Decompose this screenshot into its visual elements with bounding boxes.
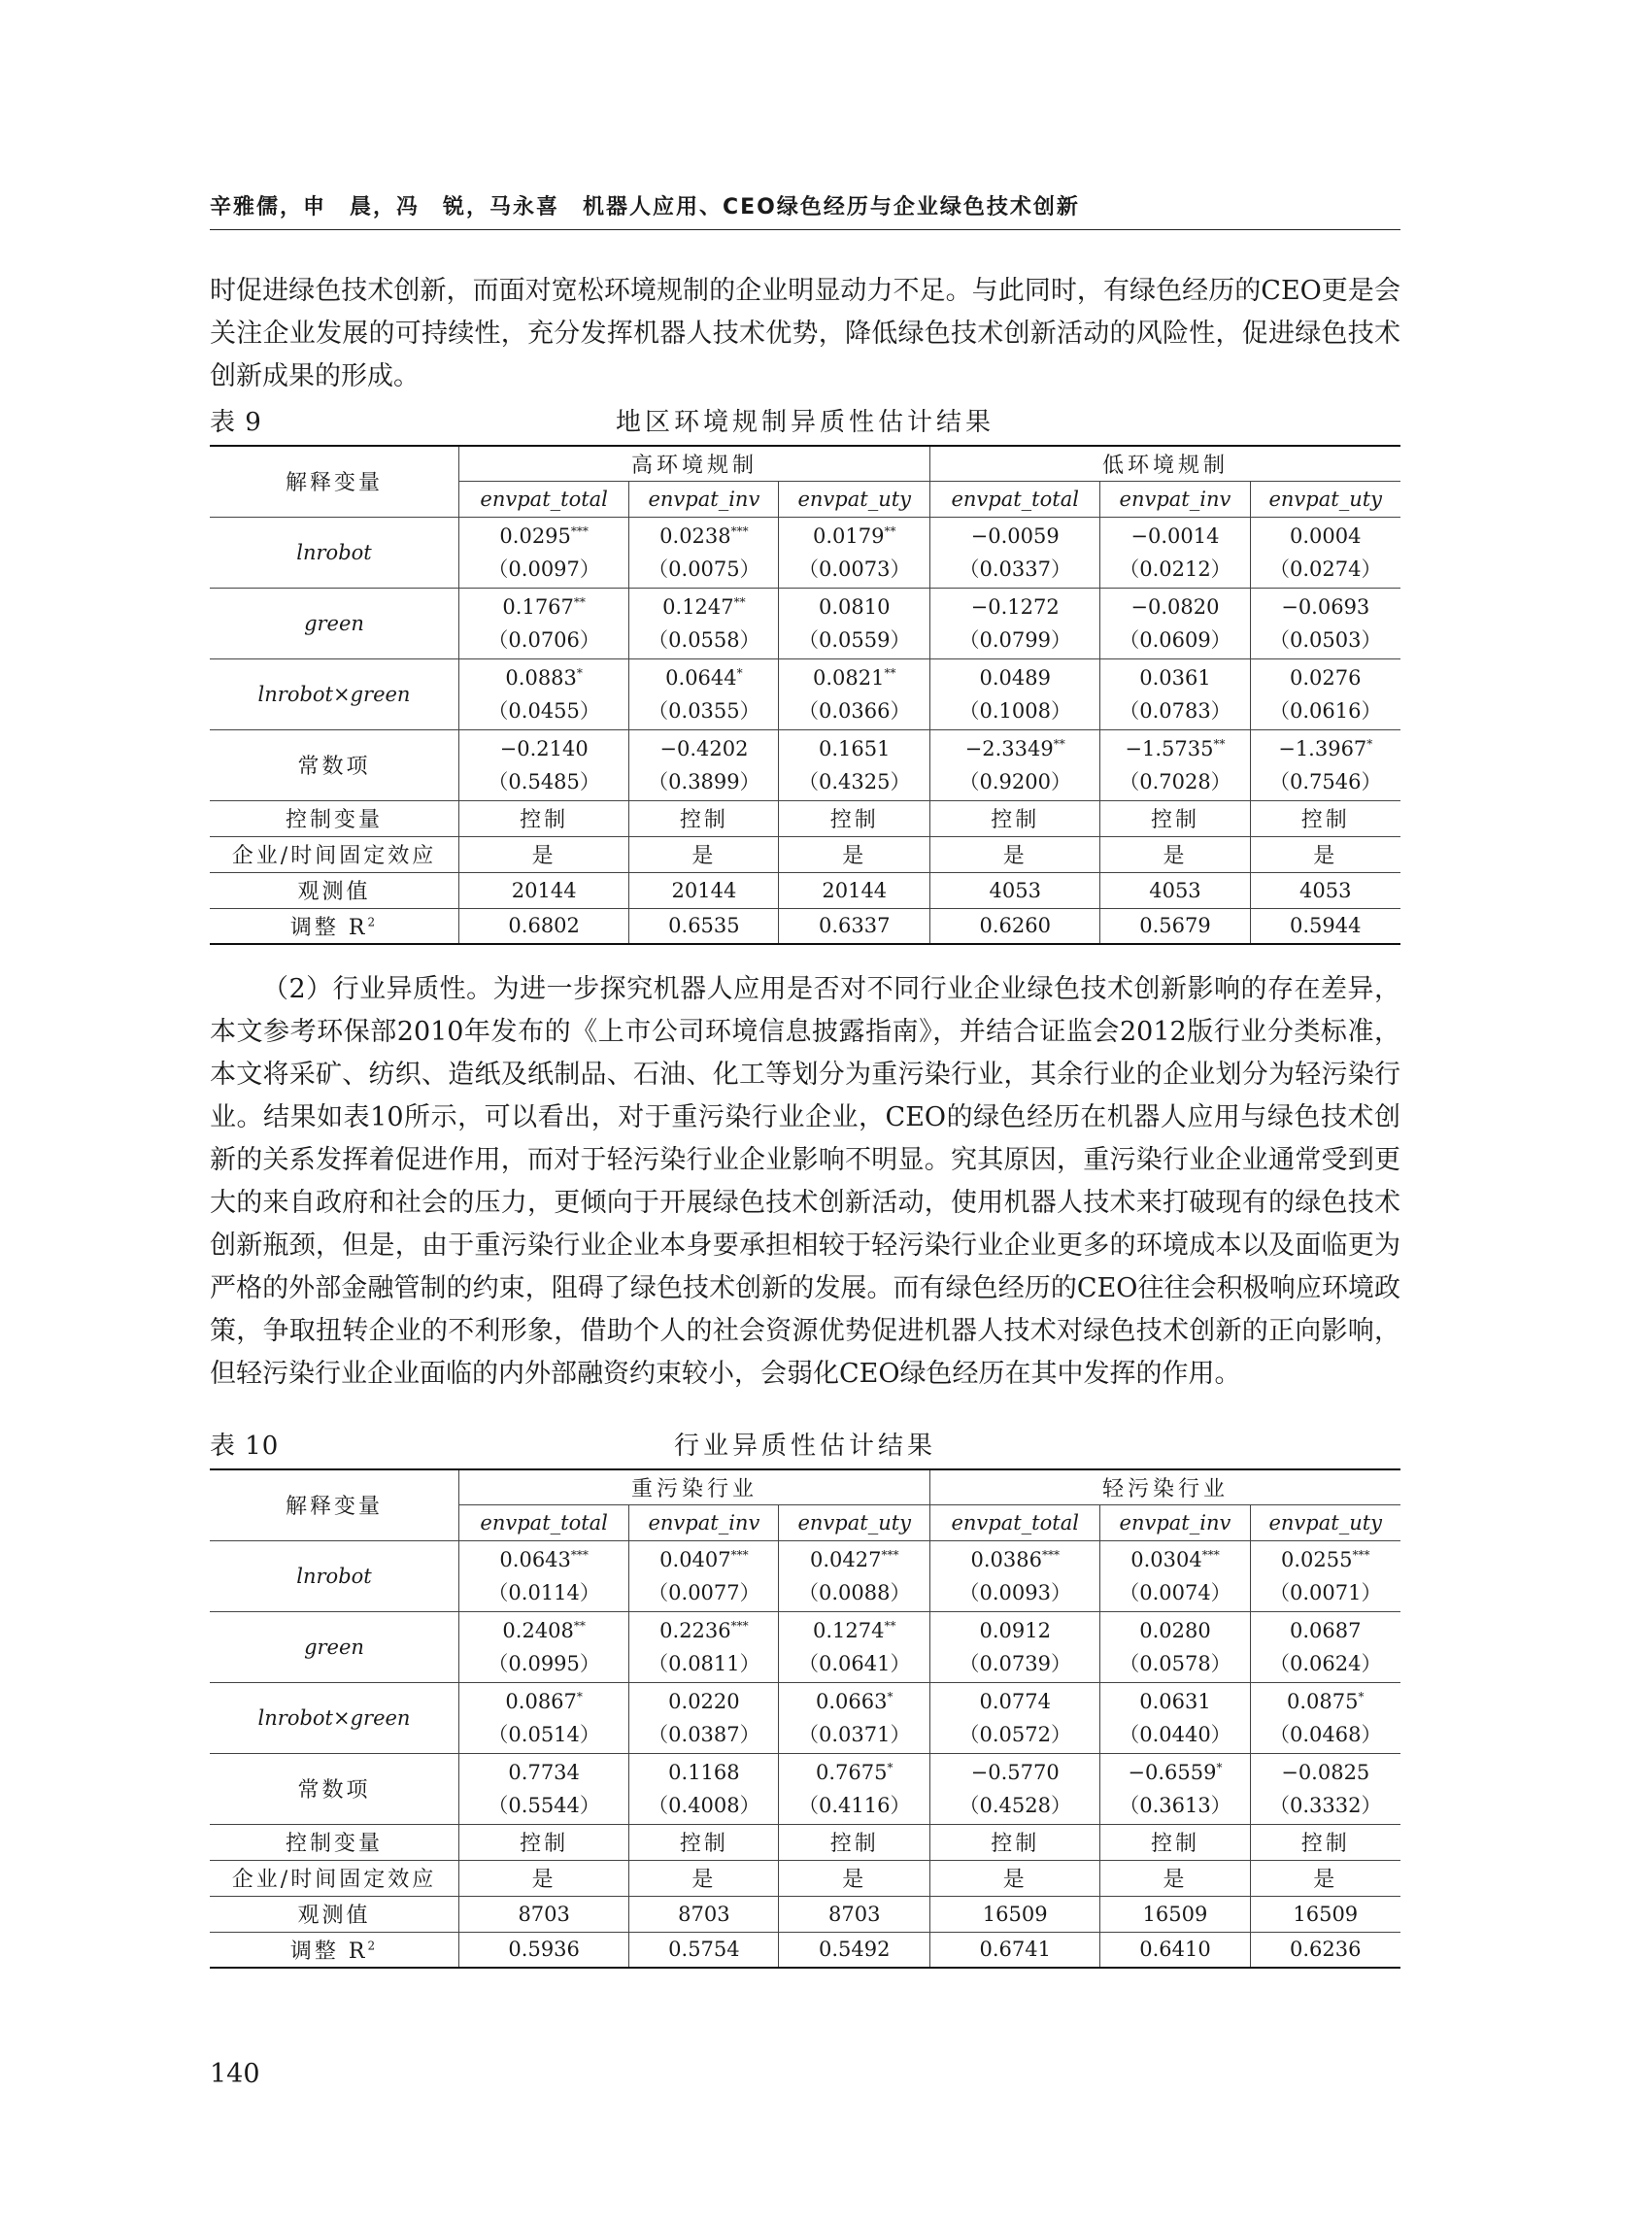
standard-error: （0.3332） bbox=[1269, 1793, 1382, 1817]
coefficient: 0.0386 bbox=[970, 1547, 1042, 1571]
standard-error: （0.0783） bbox=[1119, 698, 1231, 723]
coefficient: 0.0276 bbox=[1290, 665, 1362, 690]
estimate-cell bbox=[1100, 729, 1250, 800]
significance-stars: *** bbox=[570, 1547, 589, 1562]
column-header: envpat_inv bbox=[629, 481, 779, 517]
standard-error: （0.0371） bbox=[798, 1722, 911, 1746]
standard-error: （0.0212） bbox=[1119, 556, 1231, 581]
significance-stars: *** bbox=[881, 1547, 899, 1562]
header-rule bbox=[210, 229, 1400, 230]
estimate-cell bbox=[629, 1682, 779, 1753]
table-cell: 0.6741 bbox=[930, 1932, 1100, 1968]
coefficient: −0.0820 bbox=[1130, 594, 1220, 619]
table-cell: 控制 bbox=[1100, 800, 1250, 836]
column-header: envpat_uty bbox=[779, 1504, 930, 1540]
coefficient: −0.5770 bbox=[970, 1760, 1060, 1784]
estimate-cell bbox=[629, 1611, 779, 1682]
table-cell: 是 bbox=[779, 836, 930, 872]
table-cell: 0.6802 bbox=[459, 908, 629, 944]
table9-title: 地区环境规制异质性估计结果 bbox=[615, 408, 995, 437]
standard-error: （0.0578） bbox=[1119, 1651, 1231, 1675]
estimate-cell bbox=[1250, 1753, 1400, 1824]
estimate-cell bbox=[930, 1753, 1100, 1824]
estimate-cell bbox=[930, 729, 1100, 800]
coefficient: 0.0643 bbox=[499, 1547, 571, 1571]
coefficient: 0.0912 bbox=[979, 1618, 1051, 1642]
standard-error: （0.0088） bbox=[798, 1580, 911, 1604]
row-label: 企业/时间固定效应 bbox=[210, 836, 459, 872]
coefficient: 0.0687 bbox=[1290, 1618, 1362, 1642]
table-cell: 是 bbox=[1100, 1860, 1250, 1896]
standard-error: （0.0355） bbox=[648, 698, 760, 723]
coefficient: 0.0304 bbox=[1130, 1547, 1202, 1571]
coefficient: −0.0059 bbox=[970, 523, 1060, 548]
significance-stars: ** bbox=[884, 1618, 896, 1633]
standard-error: （0.3613） bbox=[1119, 1793, 1231, 1817]
standard-error: （0.0093） bbox=[959, 1580, 1071, 1604]
coefficient: −0.4202 bbox=[659, 736, 749, 760]
estimate-cell bbox=[930, 1611, 1100, 1682]
standard-error: （0.4528） bbox=[959, 1793, 1071, 1817]
table9-number: 表 9 bbox=[210, 408, 262, 437]
standard-error: （0.4008） bbox=[648, 1793, 760, 1817]
r2-label-text: 调整 R bbox=[289, 1939, 368, 1964]
coefficient: 0.1247 bbox=[662, 594, 734, 619]
table-cell: 是 bbox=[1250, 836, 1400, 872]
estimate-cell bbox=[459, 729, 629, 800]
table9 bbox=[210, 445, 1400, 945]
standard-error: （0.9200） bbox=[959, 769, 1071, 793]
table-cell: 是 bbox=[629, 836, 779, 872]
stub-header: 解释变量 bbox=[210, 446, 459, 517]
estimate-cell bbox=[779, 1540, 930, 1611]
table10-caption bbox=[210, 1426, 1400, 1461]
stub-header: 解释变量 bbox=[210, 1469, 459, 1540]
row-label: lnrobot bbox=[210, 1540, 459, 1611]
row-label: 观测值 bbox=[210, 872, 459, 908]
standard-error: （0.0071） bbox=[1269, 1580, 1382, 1604]
column-group-header: 低环境规制 bbox=[930, 446, 1400, 481]
column-header: envpat_total bbox=[930, 481, 1100, 517]
table-cell: 是 bbox=[459, 836, 629, 872]
standard-error: （0.0739） bbox=[959, 1651, 1071, 1675]
table-cell: 控制 bbox=[930, 800, 1100, 836]
estimate-cell bbox=[779, 1611, 930, 1682]
standard-error: （0.0337） bbox=[959, 556, 1071, 581]
coefficient: −0.0014 bbox=[1130, 523, 1220, 548]
coefficient: 0.0883 bbox=[505, 665, 577, 690]
page-number: 140 bbox=[210, 2059, 260, 2089]
table-cell: 是 bbox=[930, 1860, 1100, 1896]
column-header: envpat_total bbox=[459, 481, 629, 517]
significance-stars: ** bbox=[573, 1618, 586, 1633]
significance-stars: *** bbox=[1041, 1547, 1060, 1562]
coefficient: 0.0427 bbox=[810, 1547, 882, 1571]
standard-error: （0.0077） bbox=[648, 1580, 760, 1604]
significance-stars: * bbox=[1366, 736, 1373, 751]
table-cell: 16509 bbox=[1250, 1896, 1400, 1932]
table-cell: 控制 bbox=[629, 800, 779, 836]
table-cell: 0.5492 bbox=[779, 1932, 930, 1968]
standard-error: （0.0114） bbox=[488, 1580, 600, 1604]
estimate-cell bbox=[1250, 1611, 1400, 1682]
row-label: lnrobot×green bbox=[210, 1682, 459, 1753]
coefficient: 0.0875 bbox=[1287, 1689, 1359, 1713]
table-cell: 8703 bbox=[459, 1896, 629, 1932]
coefficient: 0.1274 bbox=[813, 1618, 885, 1642]
row-label: 观测值 bbox=[210, 1896, 459, 1932]
significance-stars: ** bbox=[884, 523, 896, 538]
standard-error: （0.0572） bbox=[959, 1722, 1071, 1746]
significance-stars: *** bbox=[570, 523, 589, 538]
coefficient: 0.7734 bbox=[508, 1760, 580, 1784]
standard-error: （0.0624） bbox=[1269, 1651, 1382, 1675]
table-cell: 16509 bbox=[1100, 1896, 1250, 1932]
estimate-cell bbox=[1100, 1682, 1250, 1753]
significance-stars: ** bbox=[733, 594, 746, 609]
row-label bbox=[210, 1932, 459, 1968]
significance-stars: * bbox=[576, 665, 583, 680]
table-cell: 20144 bbox=[629, 872, 779, 908]
estimate-cell bbox=[629, 1753, 779, 1824]
standard-error: （0.0366） bbox=[798, 698, 911, 723]
table-cell: 控制 bbox=[1250, 800, 1400, 836]
estimate-cell bbox=[779, 1682, 930, 1753]
coefficient: −0.6559 bbox=[1128, 1760, 1217, 1784]
standard-error: （0.5544） bbox=[488, 1793, 600, 1817]
row-label: lnrobot×green bbox=[210, 658, 459, 729]
superscript: 2 bbox=[367, 1939, 379, 1953]
significance-stars: *** bbox=[1352, 1547, 1370, 1562]
estimate-cell bbox=[629, 658, 779, 729]
coefficient: 0.0774 bbox=[979, 1689, 1051, 1713]
coefficient: 0.2236 bbox=[659, 1618, 731, 1642]
table-cell: 是 bbox=[459, 1860, 629, 1896]
r2-label-text: 调整 R bbox=[289, 915, 368, 940]
coefficient: −0.2140 bbox=[499, 736, 589, 760]
standard-error: （0.3899） bbox=[648, 769, 760, 793]
coefficient: 0.7675 bbox=[816, 1760, 888, 1784]
coefficient: −0.0693 bbox=[1281, 594, 1370, 619]
significance-stars: ** bbox=[573, 594, 586, 609]
table-cell: 4053 bbox=[1250, 872, 1400, 908]
significance-stars: ** bbox=[884, 665, 896, 680]
table-cell: 16509 bbox=[930, 1896, 1100, 1932]
estimate-cell bbox=[1100, 1753, 1250, 1824]
standard-error: （0.0811） bbox=[648, 1651, 760, 1675]
table-cell: 0.6337 bbox=[779, 908, 930, 944]
paragraph-text: （2）行业异质性。为进一步探究机器人应用是否对不同行业企业绿色技术创新影响的存在差异，本文参考环保部2010年发布的《上市公司环境信息披露指南》，并结合证监会2012版行业分类标准，本文将采矿、纺织、造纸及纸制品、石油、化工等划分为重污染行业，其余行业的企业划分为轻污染行业。结果如表10所示，可以看出，对于重污染行业企业，CEO的绿色经历在机器人应用与绿色技术创新的关系发挥着促进作用，而对于轻污染行业企业影响不明显。究其原因，重污染行业企业通常受到更大的来自政府和社会的压力，更倾向于开展绿色技术创新活动，使用机器人技术来打破现有的绿色技术创新瓶颈，但是，由于重污染行业企业本身要承担相较于轻污染行业企业更多的环境成本以及面临更为严格的外部金融管制的约束，阻碍了绿色技术创新的发展。而有绿色经历的CEO往往会积极响应环境政策，争取扭转企业的不利形象，借助个人的社会资源优势促进机器人技术对绿色技术创新的正向影响，但轻污染行业企业面临的内外部融资约束较小，会弱化CEO绿色经历在其中发挥的作用。 bbox=[210, 974, 1400, 1389]
standard-error: （0.0706） bbox=[488, 627, 600, 652]
standard-error: （0.4116） bbox=[798, 1793, 911, 1817]
coefficient: 0.0821 bbox=[813, 665, 885, 690]
table-cell: 20144 bbox=[459, 872, 629, 908]
coefficient: 0.0867 bbox=[505, 1689, 577, 1713]
coefficient: −1.5735 bbox=[1125, 736, 1214, 760]
estimate-cell bbox=[459, 658, 629, 729]
coefficient: 0.0238 bbox=[659, 523, 731, 548]
column-group-header: 轻污染行业 bbox=[930, 1469, 1400, 1504]
estimate-cell bbox=[459, 1540, 629, 1611]
coefficient: 0.0220 bbox=[668, 1689, 740, 1713]
coefficient: −0.1272 bbox=[970, 594, 1060, 619]
column-header: envpat_total bbox=[930, 1504, 1100, 1540]
row-label: 企业/时间固定效应 bbox=[210, 1860, 459, 1896]
estimate-cell bbox=[1250, 1682, 1400, 1753]
table-cell: 控制 bbox=[459, 1824, 629, 1860]
standard-error: （0.0503） bbox=[1269, 627, 1382, 652]
coefficient: −0.0825 bbox=[1281, 1760, 1370, 1784]
table-cell: 0.6410 bbox=[1100, 1932, 1250, 1968]
standard-error: （0.0514） bbox=[488, 1722, 600, 1746]
significance-stars: ** bbox=[1053, 736, 1065, 751]
standard-error: （0.0616） bbox=[1269, 698, 1382, 723]
table-cell: 0.5754 bbox=[629, 1932, 779, 1968]
table9-caption bbox=[210, 402, 1400, 437]
row-label: 控制变量 bbox=[210, 800, 459, 836]
standard-error: （0.0455） bbox=[488, 698, 600, 723]
column-header: envpat_uty bbox=[1250, 481, 1400, 517]
superscript: 2 bbox=[367, 915, 379, 929]
table-cell: 是 bbox=[629, 1860, 779, 1896]
table10-title: 行业异质性估计结果 bbox=[673, 1432, 936, 1461]
coefficient: 0.0179 bbox=[813, 523, 885, 548]
estimate-cell bbox=[1100, 588, 1250, 658]
standard-error: （0.0559） bbox=[798, 627, 911, 652]
estimate-cell bbox=[779, 588, 930, 658]
coefficient: 0.0004 bbox=[1290, 523, 1362, 548]
standard-error: （0.0073） bbox=[798, 556, 911, 581]
table-cell: 控制 bbox=[930, 1824, 1100, 1860]
significance-stars: ** bbox=[1213, 736, 1226, 751]
coefficient: 0.0255 bbox=[1281, 1547, 1353, 1571]
coefficient: 0.1651 bbox=[819, 736, 891, 760]
estimate-cell bbox=[459, 517, 629, 588]
standard-error: （0.0097） bbox=[488, 556, 600, 581]
coefficient: 0.1168 bbox=[668, 1760, 740, 1784]
significance-stars: * bbox=[576, 1689, 583, 1703]
table-cell: 0.6260 bbox=[930, 908, 1100, 944]
column-group-header: 高环境规制 bbox=[459, 446, 930, 481]
table-cell: 是 bbox=[779, 1860, 930, 1896]
estimate-cell bbox=[459, 1611, 629, 1682]
table-cell: 是 bbox=[930, 836, 1100, 872]
table-cell: 20144 bbox=[779, 872, 930, 908]
estimate-cell bbox=[1100, 658, 1250, 729]
table-cell: 4053 bbox=[930, 872, 1100, 908]
coefficient: 0.0810 bbox=[819, 594, 891, 619]
standard-error: （0.5485） bbox=[488, 769, 600, 793]
estimate-cell bbox=[930, 1682, 1100, 1753]
standard-error: （0.0799） bbox=[959, 627, 1071, 652]
estimate-cell bbox=[1100, 1611, 1250, 1682]
estimate-cell bbox=[930, 588, 1100, 658]
significance-stars: * bbox=[736, 665, 743, 680]
estimate-cell bbox=[629, 729, 779, 800]
estimate-cell bbox=[459, 1682, 629, 1753]
estimate-cell bbox=[1250, 517, 1400, 588]
row-label: lnrobot bbox=[210, 517, 459, 588]
standard-error: （0.0387） bbox=[648, 1722, 760, 1746]
significance-stars: * bbox=[1216, 1760, 1223, 1774]
standard-error: （0.7546） bbox=[1269, 769, 1382, 793]
significance-stars: * bbox=[887, 1760, 893, 1774]
standard-error: （0.4325） bbox=[798, 769, 911, 793]
table-cell: 8703 bbox=[629, 1896, 779, 1932]
standard-error: （0.0995） bbox=[488, 1651, 600, 1675]
estimate-cell bbox=[930, 517, 1100, 588]
significance-stars: *** bbox=[1201, 1547, 1220, 1562]
table-cell: 0.5936 bbox=[459, 1932, 629, 1968]
column-header: envpat_inv bbox=[1100, 1504, 1250, 1540]
table-cell: 0.5679 bbox=[1100, 908, 1250, 944]
significance-stars: * bbox=[887, 1689, 893, 1703]
standard-error: （0.0274） bbox=[1269, 556, 1382, 581]
column-header: envpat_total bbox=[459, 1504, 629, 1540]
standard-error: （0.0440） bbox=[1119, 1722, 1231, 1746]
standard-error: （0.0558） bbox=[648, 627, 760, 652]
estimate-cell bbox=[1250, 658, 1400, 729]
coefficient: 0.1767 bbox=[502, 594, 574, 619]
estimate-cell bbox=[1250, 729, 1400, 800]
table-cell: 控制 bbox=[1250, 1824, 1400, 1860]
column-header: envpat_inv bbox=[629, 1504, 779, 1540]
table-cell: 0.6535 bbox=[629, 908, 779, 944]
coefficient: 0.0489 bbox=[979, 665, 1051, 690]
standard-error: （0.0075） bbox=[648, 556, 760, 581]
estimate-cell bbox=[930, 658, 1100, 729]
table-cell: 控制 bbox=[1100, 1824, 1250, 1860]
coefficient: 0.0361 bbox=[1139, 665, 1211, 690]
table-cell: 控制 bbox=[779, 800, 930, 836]
row-label: 常数项 bbox=[210, 1753, 459, 1824]
estimate-cell bbox=[779, 729, 930, 800]
standard-error: （0.0641） bbox=[798, 1651, 911, 1675]
row-label bbox=[210, 908, 459, 944]
row-label: 常数项 bbox=[210, 729, 459, 800]
significance-stars: *** bbox=[730, 1547, 749, 1562]
estimate-cell bbox=[1250, 588, 1400, 658]
estimate-cell bbox=[1100, 1540, 1250, 1611]
standard-error: （0.0468） bbox=[1269, 1722, 1382, 1746]
standard-error: （0.1008） bbox=[959, 698, 1071, 723]
standard-error: （0.7028） bbox=[1119, 769, 1231, 793]
estimate-cell bbox=[1100, 517, 1250, 588]
estimate-cell bbox=[629, 588, 779, 658]
coefficient: 0.0280 bbox=[1139, 1618, 1211, 1642]
standard-error: （0.0609） bbox=[1119, 627, 1231, 652]
paragraph-industry bbox=[210, 968, 1400, 1396]
coefficient: −1.3967 bbox=[1278, 736, 1367, 760]
coefficient: 0.0663 bbox=[816, 1689, 888, 1713]
estimate-cell bbox=[629, 517, 779, 588]
coefficient: 0.2408 bbox=[502, 1618, 574, 1642]
estimate-cell bbox=[629, 1540, 779, 1611]
row-label: green bbox=[210, 1611, 459, 1682]
estimate-cell bbox=[779, 517, 930, 588]
estimate-cell bbox=[779, 658, 930, 729]
table-cell: 0.5944 bbox=[1250, 908, 1400, 944]
coefficient: 0.0407 bbox=[659, 1547, 731, 1571]
column-header: envpat_uty bbox=[779, 481, 930, 517]
standard-error: （0.0074） bbox=[1119, 1580, 1231, 1604]
table-cell: 0.6236 bbox=[1250, 1932, 1400, 1968]
paragraph-continued bbox=[210, 270, 1400, 398]
column-header: envpat_inv bbox=[1100, 481, 1250, 517]
coefficient: 0.0644 bbox=[665, 665, 737, 690]
significance-stars: *** bbox=[730, 523, 749, 538]
significance-stars: *** bbox=[730, 1618, 749, 1633]
estimate-cell bbox=[459, 588, 629, 658]
table10 bbox=[210, 1468, 1400, 1969]
table-cell: 4053 bbox=[1100, 872, 1250, 908]
estimate-cell bbox=[930, 1540, 1100, 1611]
table-cell: 控制 bbox=[459, 800, 629, 836]
coefficient: −2.3349 bbox=[964, 736, 1054, 760]
table-cell: 控制 bbox=[629, 1824, 779, 1860]
estimate-cell bbox=[779, 1753, 930, 1824]
table-cell: 8703 bbox=[779, 1896, 930, 1932]
running-header: 辛雅儒，申 晨，冯 锐，马永喜 机器人应用、CEO绿色经历与企业绿色技术创新 bbox=[210, 195, 1080, 219]
table-cell: 是 bbox=[1100, 836, 1250, 872]
column-header: envpat_uty bbox=[1250, 1504, 1400, 1540]
significance-stars: * bbox=[1358, 1689, 1365, 1703]
estimate-cell bbox=[459, 1753, 629, 1824]
table-cell: 是 bbox=[1250, 1860, 1400, 1896]
paragraph-text: 时促进绿色技术创新，而面对宽松环境规制的企业明显动力不足。与此同时，有绿色经历的CEO更是会关注企业发展的可持续性，充分发挥机器人技术优势，降低绿色技术创新活动的风险性，促进绿色技术创新成果的形成。 bbox=[210, 276, 1400, 391]
row-label: green bbox=[210, 588, 459, 658]
column-group-header: 重污染行业 bbox=[459, 1469, 930, 1504]
row-label: 控制变量 bbox=[210, 1824, 459, 1860]
table-cell: 控制 bbox=[779, 1824, 930, 1860]
estimate-cell bbox=[1250, 1540, 1400, 1611]
table10-number: 表 10 bbox=[210, 1432, 280, 1461]
coefficient: 0.0631 bbox=[1139, 1689, 1211, 1713]
coefficient: 0.0295 bbox=[499, 523, 571, 548]
